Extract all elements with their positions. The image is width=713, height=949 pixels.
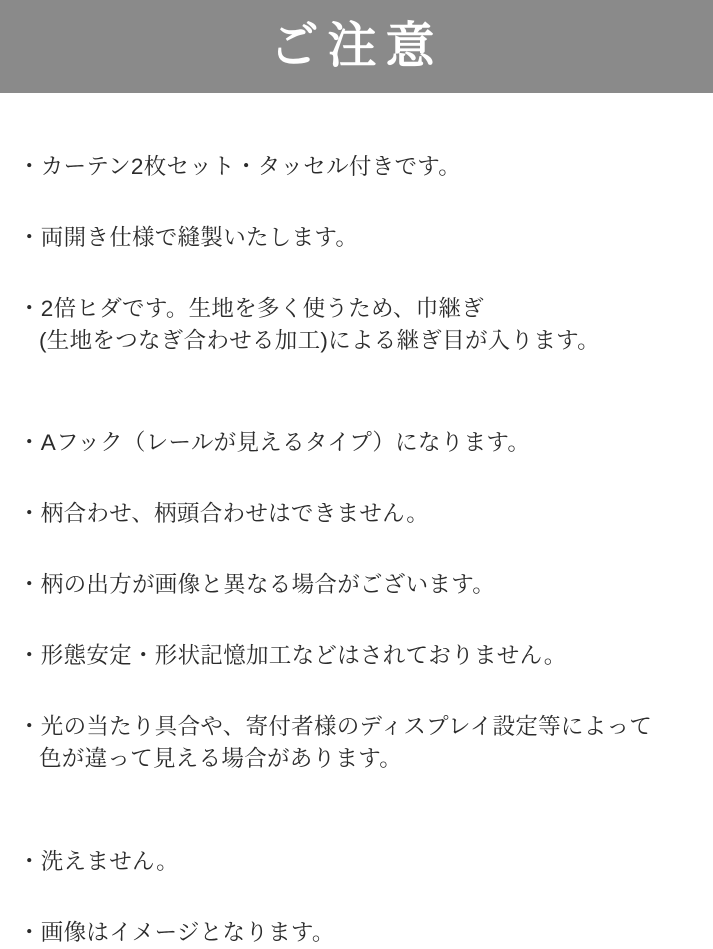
note-line-continuation: (生地をつなぎ合わせる加工)による継ぎ目が入ります。	[39, 327, 600, 353]
notice-list	[0, 93, 713, 949]
note-line-primary: ・2倍ヒダです。生地を多く使うため、巾継ぎ	[18, 295, 485, 321]
list-item	[18, 885, 687, 949]
list-item	[18, 119, 687, 183]
note-line-primary: ・光の当たり具合や、寄付者様のディスプレイ設定等によって	[18, 713, 653, 739]
note-line-continuation: 色が違って見える場合があります。	[39, 745, 403, 771]
list-item	[18, 261, 687, 389]
list-item	[18, 466, 687, 530]
note-line-primary: ・両開き仕様で縫製いたします。	[18, 224, 359, 250]
note-line-primary: ・画像はイメージとなります。	[18, 919, 335, 945]
notice-header-band	[0, 0, 713, 93]
note-line-primary: ・形態安定・形状記憶加工などはされておりません。	[18, 643, 567, 669]
page-title: ご注意	[269, 19, 444, 73]
list-item	[18, 537, 687, 601]
list-item	[18, 608, 687, 672]
list-item	[18, 814, 687, 878]
note-line-primary: ・Aフック（レールが見えるタイプ）になります。	[18, 430, 531, 456]
list-item	[18, 679, 687, 807]
note-line-primary: ・柄の出方が画像と異なる場合がございます。	[18, 572, 496, 598]
list-item	[18, 190, 687, 254]
note-line-primary: ・カーテン2枚セット・タッセル付きです。	[18, 153, 462, 179]
note-line-primary: ・洗えません。	[18, 848, 179, 874]
list-item	[18, 396, 687, 460]
note-line-primary: ・柄合わせ、柄頭合わせはできません。	[18, 501, 430, 527]
